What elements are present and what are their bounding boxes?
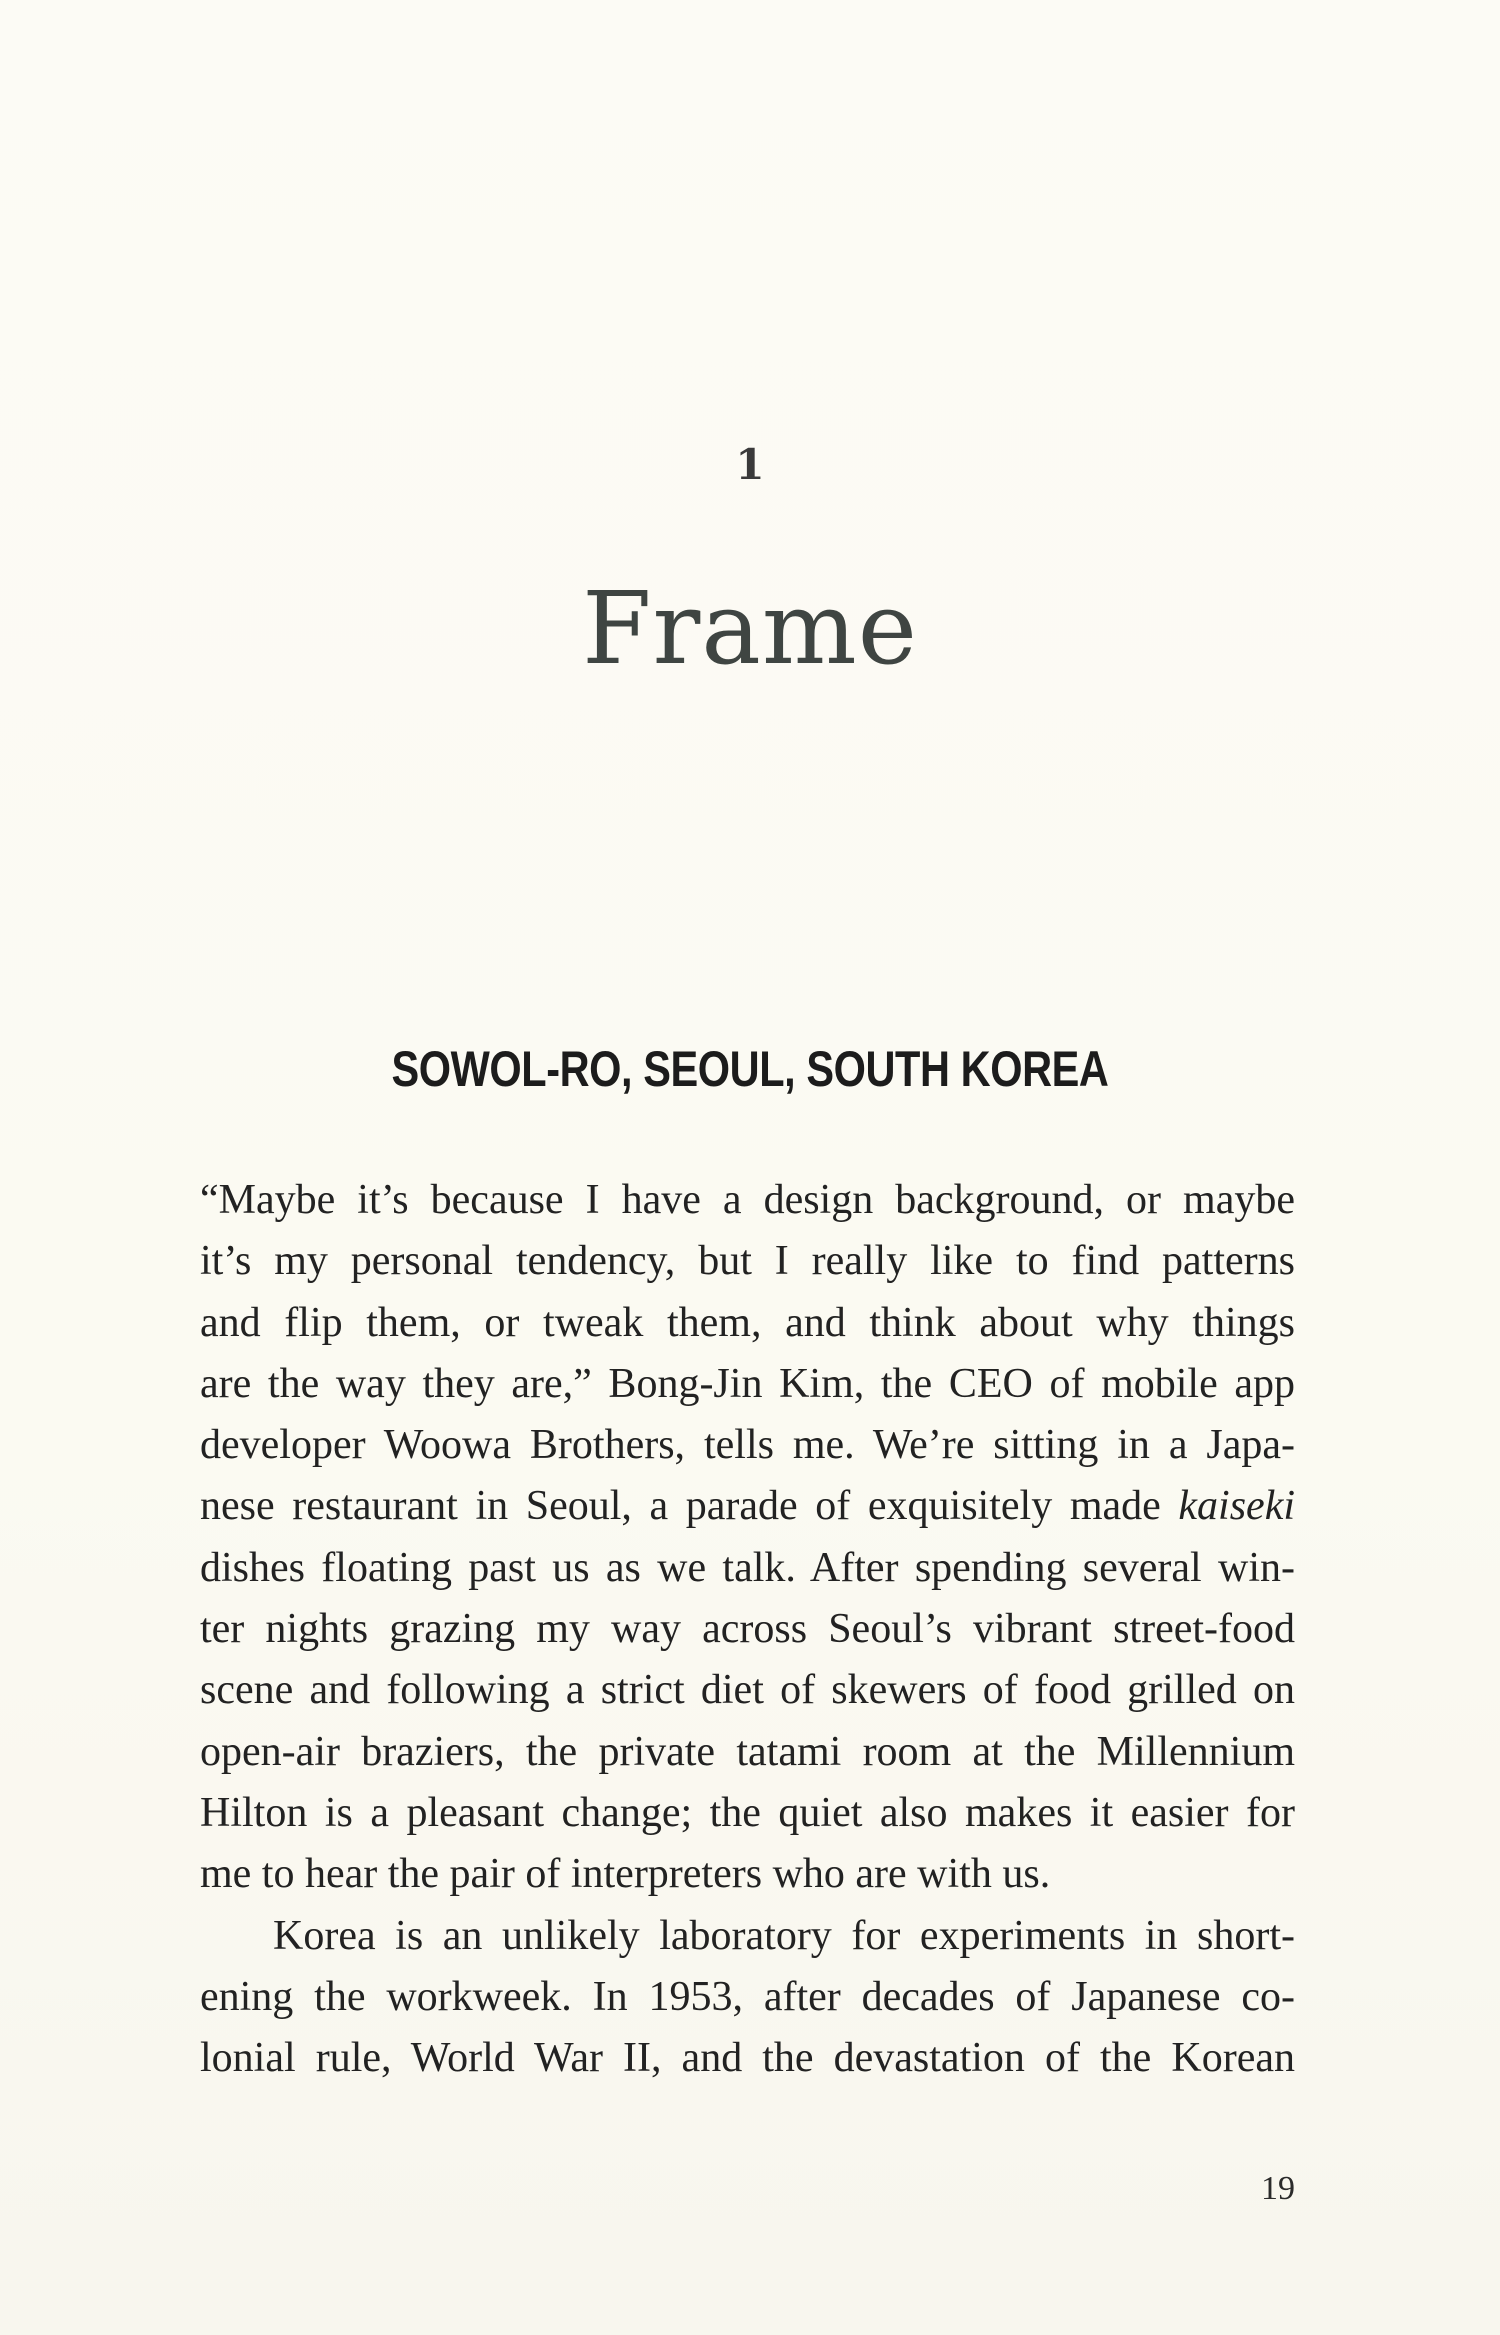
page-number: 19 <box>1261 2170 1295 2207</box>
text-line: are the way they are,” Bong-Jin Kim, the CEO of mobile app <box>200 1360 1295 1407</box>
text-line: developer Woowa Brothers, tells me. We’re sitting in a Japa- <box>200 1422 1295 1469</box>
text-line: me to hear the pair of interpreters who are with us. <box>200 1851 1051 1898</box>
text-line: open-air braziers, the private tatami room at the Millennium <box>200 1728 1295 1775</box>
text-line: “Maybe it’s because I have a design background, or maybe <box>200 1177 1295 1223</box>
text-line: scene and following a strict diet of skewers of food grilled on <box>200 1667 1295 1714</box>
paragraph-2 <box>200 1906 1295 2090</box>
italic-term: kaiseki <box>1178 1483 1295 1530</box>
body-text <box>200 1170 1295 2089</box>
text-line: Hilton is a pleasant change; the quiet also makes it easier for <box>200 1789 1295 1836</box>
text-line: dishes floating past us as we talk. After spending several win- <box>200 1544 1295 1591</box>
paragraph-1 <box>200 1170 1295 1906</box>
text-line: ening the workweek. In 1953, after decades of Japanese co- <box>200 1973 1295 2020</box>
chapter-number: 1 <box>735 440 765 489</box>
text-line: and flip them, or tweak them, and think about why things <box>200 1299 1295 1346</box>
text-line: Korea is an unlikely laboratory for experiments in short- <box>273 1912 1295 1959</box>
text-line: lonial rule, World War II, and the devastation of the Korean <box>200 2035 1295 2082</box>
section-heading: SOWOL-RO, SEOUL, SOUTH KOREA <box>391 1041 1109 1097</box>
text-line <box>200 1476 1295 1537</box>
text-line: it’s my personal tendency, but I really like to find patterns <box>200 1238 1295 1285</box>
text-segment: nese restaurant in Seoul, a parade of exquisitely made <box>200 1483 1179 1530</box>
chapter-title: Frame <box>582 570 918 687</box>
text-line: ter nights grazing my way across Seoul’s vibrant street-food <box>200 1606 1295 1653</box>
